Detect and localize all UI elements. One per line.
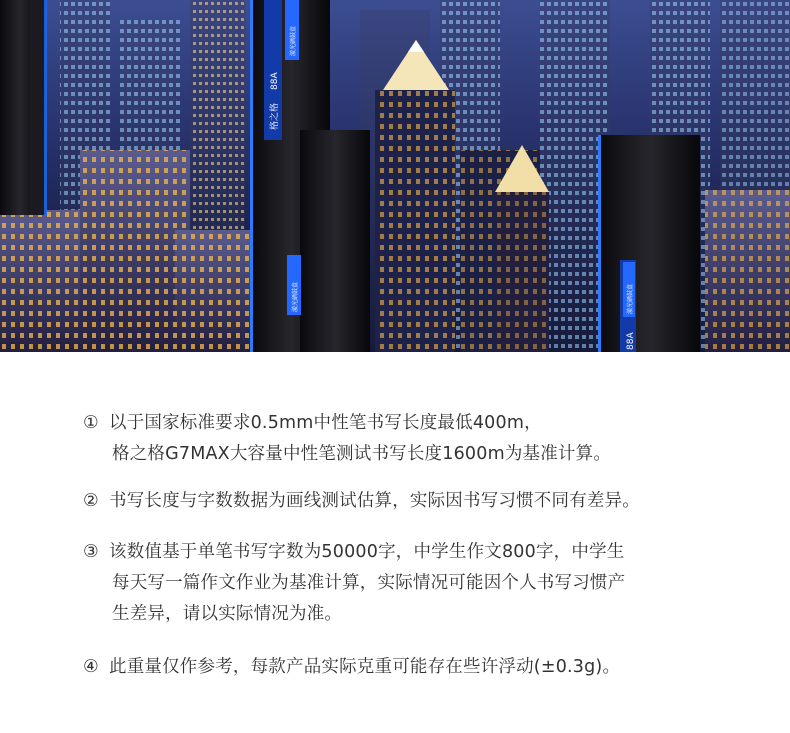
note-3 xyxy=(83,537,763,630)
note-4-marker: ④ xyxy=(83,657,99,677)
note-3-marker: ③ xyxy=(83,542,99,562)
cartridge-c-sticker: 激光硒鼓盒 xyxy=(627,283,634,314)
note-1-marker: ① xyxy=(83,413,99,433)
cartridge-a-model: 88A xyxy=(270,72,280,90)
note-1 xyxy=(83,408,763,470)
note-3-line-2: 每天写一篇作文作业为基准计算，实际情况可能因个人书写习惯产 xyxy=(112,573,626,593)
note-2 xyxy=(83,486,763,517)
note-3-line-3: 生差异，请以实际情况为准。 xyxy=(112,604,343,624)
note-2-marker: ② xyxy=(83,491,99,511)
note-3-line-1: 该数值基于单笔书写字数为50000字，中学生作文800字，中学生 xyxy=(109,542,625,562)
cartridge-left xyxy=(0,0,47,215)
note-2-line-1: 书写长度与字数数据为画线测试估算，实际因书写习惯不同有差异。 xyxy=(109,491,640,511)
cartridge-c-model: 88A xyxy=(626,332,636,350)
city-night-illustration xyxy=(0,0,790,352)
cartridge-center xyxy=(250,0,370,352)
note-4-line-1: 此重量仅作参考，每款产品实际克重可能存在些许浮动(±0.3g)。 xyxy=(109,657,621,677)
hero-banner xyxy=(0,0,790,352)
notes-section xyxy=(0,352,790,733)
cartridge-right xyxy=(598,135,700,352)
note-4 xyxy=(83,652,763,683)
cartridge-b-sticker: 激光硒鼓盒 xyxy=(292,281,299,312)
note-1-line-1: 以于国家标准要求0.5mm中性笔书写长度最低400m， xyxy=(109,413,542,433)
cartridge-a-sticker: 激光硒鼓盒 xyxy=(290,25,297,56)
cartridge-a-label: 格之格 xyxy=(270,102,280,130)
note-1-line-2: 格之格G7MAX大容量中性笔测试书写长度1600m为基准计算。 xyxy=(112,444,612,464)
